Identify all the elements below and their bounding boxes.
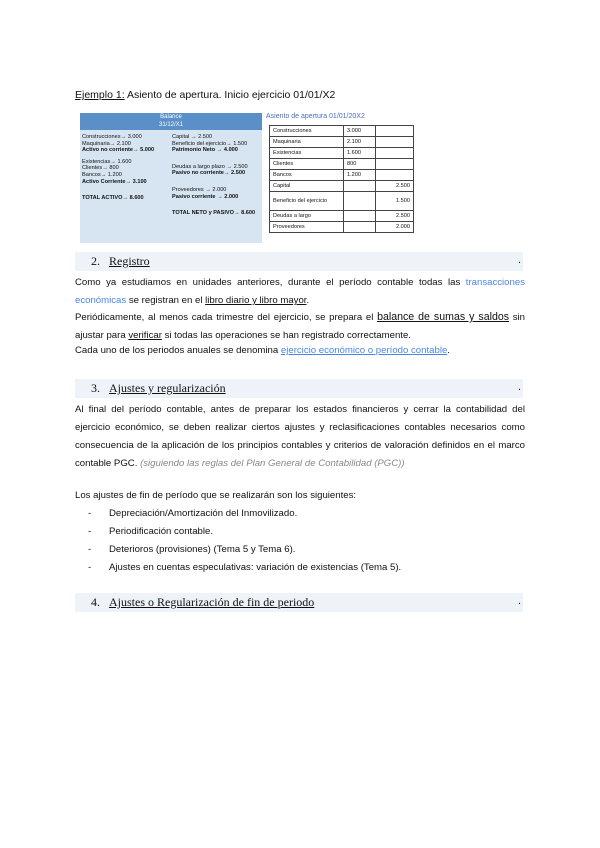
- link-transacciones[interactable]: transacciones económicas: [75, 277, 525, 306]
- table-row: [270, 211, 414, 222]
- text: sin ajustar para: [75, 312, 525, 341]
- row-credit: [376, 126, 414, 137]
- example-heading: [75, 89, 335, 101]
- section-heading-regularizacion: [75, 593, 523, 612]
- balance-line: Existencias→ 1.600: [82, 158, 132, 165]
- row-account: Bancos: [270, 170, 344, 181]
- table-row: [270, 192, 414, 211]
- section-heading-ajustes: [75, 379, 523, 398]
- text: .: [447, 345, 450, 356]
- row-credit: 2.000: [376, 222, 414, 233]
- section-title: Ajustes o Regularización de fin de periodo: [109, 595, 315, 609]
- list-item-text: Ajustes en cuentas especulativas: variación de existencias (Tema 5).: [109, 562, 402, 573]
- underlined-text: libro diario y libro mayor: [205, 295, 307, 306]
- row-debit: 1.200: [344, 170, 376, 181]
- text: Al final del período contable, antes de preparar los estados financieros y cerrar la contabilidad del ejercicio económico, se deben realizar ciertos ajustes y reclasificaciones contables necesarios como consecuencia de la aplicación de los principios contables y criterios de valoración definidos en el marco contable PGC.: [75, 404, 525, 469]
- balance-line: Pasivo corriente → 2.000: [172, 193, 239, 200]
- balance-title: Balance: [160, 114, 182, 120]
- balance-line: TOTAL ACTIVO→ 8.600: [82, 195, 144, 202]
- balance-line: Maquinaria→ 2.100: [82, 140, 131, 147]
- underlined-text: verificar: [128, 330, 162, 341]
- balance-line: Activo Corriente→ 3.100: [82, 178, 147, 185]
- row-debit: [344, 211, 376, 222]
- link-ejercicio[interactable]: ejercicio económico o período contable: [280, 345, 448, 356]
- row-account: Clientes: [270, 159, 344, 170]
- balance-line: Bancos→ 1.200: [82, 171, 122, 178]
- balance-line: Beneficio del ejercicio→ 1.500: [172, 140, 248, 147]
- row-credit: [376, 137, 414, 148]
- table-row: [270, 222, 414, 233]
- registro-paragraph-2: [75, 308, 525, 345]
- balance-line: Pasivo no corriente→ 2.500: [172, 170, 246, 177]
- bullet-dash: -: [88, 526, 92, 537]
- row-credit: [376, 159, 414, 170]
- row-account: Construcciones: [270, 126, 344, 137]
- row-credit: [376, 170, 414, 181]
- registro-paragraph-3: [75, 342, 525, 360]
- list-item: [88, 508, 297, 519]
- row-debit: 1.600: [344, 148, 376, 159]
- balance-line: Activo no corriente→ 5.000: [82, 147, 155, 154]
- text: Cada uno de los periodos anuales se denomina: [75, 345, 281, 356]
- section-number: 4.: [91, 595, 100, 609]
- list-item: [88, 526, 213, 537]
- journal-title: Asiento de apertura 01/01/20X2: [266, 113, 365, 120]
- section-dot: .: [517, 381, 521, 393]
- row-account: Deudas a largo: [270, 211, 344, 222]
- list-item-text: Deterioros (provisiones) (Tema 5 y Tema 6).: [109, 544, 296, 555]
- table-row: [270, 159, 414, 170]
- table-row: [270, 148, 414, 159]
- row-debit: [344, 181, 376, 192]
- table-row: [270, 126, 414, 137]
- balance-line: Deudas a largo plazo → 2.500: [172, 163, 248, 170]
- section-heading-registro: [75, 252, 523, 271]
- list-item: [88, 544, 295, 555]
- section-title: Ajustes y regularización: [109, 381, 226, 395]
- section-title: Registro: [109, 254, 150, 268]
- text: .: [306, 295, 310, 306]
- balance-assets: [82, 134, 168, 202]
- text: si todas las operaciones se han registrado correctamente.: [161, 330, 411, 341]
- list-item-text: Depreciación/Amortización del Inmovilizado.: [109, 508, 298, 519]
- example-text: Asiento de apertura. Inicio ejercicio 01/01/X2: [124, 89, 336, 101]
- section-dot: .: [517, 254, 521, 266]
- table-row: [270, 137, 414, 148]
- row-account: Existencias: [270, 148, 344, 159]
- ajustes-intro: Los ajustes de fin de período que se realizarán son los siguientes:: [75, 490, 357, 501]
- row-debit: 3.000: [344, 126, 376, 137]
- table-row: [270, 181, 414, 192]
- row-credit: 1.500: [376, 192, 414, 211]
- text: Periódicamente, al menos cada trimestre del ejercicio, se prepara el: [75, 312, 378, 323]
- underlined-text: balance de sumas y saldos: [377, 311, 510, 323]
- row-account: Beneficio del ejercicio: [270, 192, 344, 211]
- registro-paragraph-1: [75, 274, 525, 310]
- text: Como ya estudiamos en unidades anteriores, durante el período contable todas las: [75, 277, 466, 288]
- list-item: [88, 562, 401, 573]
- balance-header: [80, 113, 262, 130]
- text: se registran en el: [126, 295, 206, 306]
- section-number: 2.: [91, 254, 100, 268]
- bullet-dash: -: [88, 544, 92, 555]
- balance-line: Capital → 2.500: [172, 134, 213, 140]
- pgc-note: (siguiendo las reglas del Plan General de Contabilidad (PGC)): [140, 458, 405, 469]
- list-item-text: Periodificación contable.: [109, 526, 213, 537]
- balance-line: Clientes→ 800: [82, 165, 119, 172]
- row-account: Proveedores: [270, 222, 344, 233]
- section-dot: .: [517, 595, 521, 607]
- row-debit: 2.100: [344, 137, 376, 148]
- row-account: Capital: [270, 181, 344, 192]
- row-debit: 800: [344, 159, 376, 170]
- balance-line: TOTAL NETO y PASIVO→ 8.600: [172, 210, 256, 217]
- row-debit: [344, 192, 376, 211]
- balance-liabilities: [172, 134, 260, 217]
- balance-date: 31/12/X1: [158, 121, 184, 128]
- row-debit: [344, 222, 376, 233]
- bullet-dash: -: [88, 562, 92, 573]
- row-credit: 2.500: [376, 211, 414, 222]
- row-credit: [376, 148, 414, 159]
- balance-line: Construcciones→ 3.000: [82, 134, 142, 140]
- balance-sheet-image: [80, 113, 262, 243]
- section-number: 3.: [91, 381, 100, 395]
- balance-line: Patrimonio Neto → 4.000: [172, 147, 238, 154]
- bullet-dash: -: [88, 508, 92, 519]
- journal-table: [269, 125, 414, 233]
- example-label: Ejemplo 1:: [75, 89, 125, 101]
- table-row: [270, 170, 414, 181]
- balance-line: Proveedores → 2.000: [172, 186, 227, 193]
- row-account: Maquinaria: [270, 137, 344, 148]
- row-credit: 2.500: [376, 181, 414, 192]
- ajustes-paragraph: [75, 401, 525, 473]
